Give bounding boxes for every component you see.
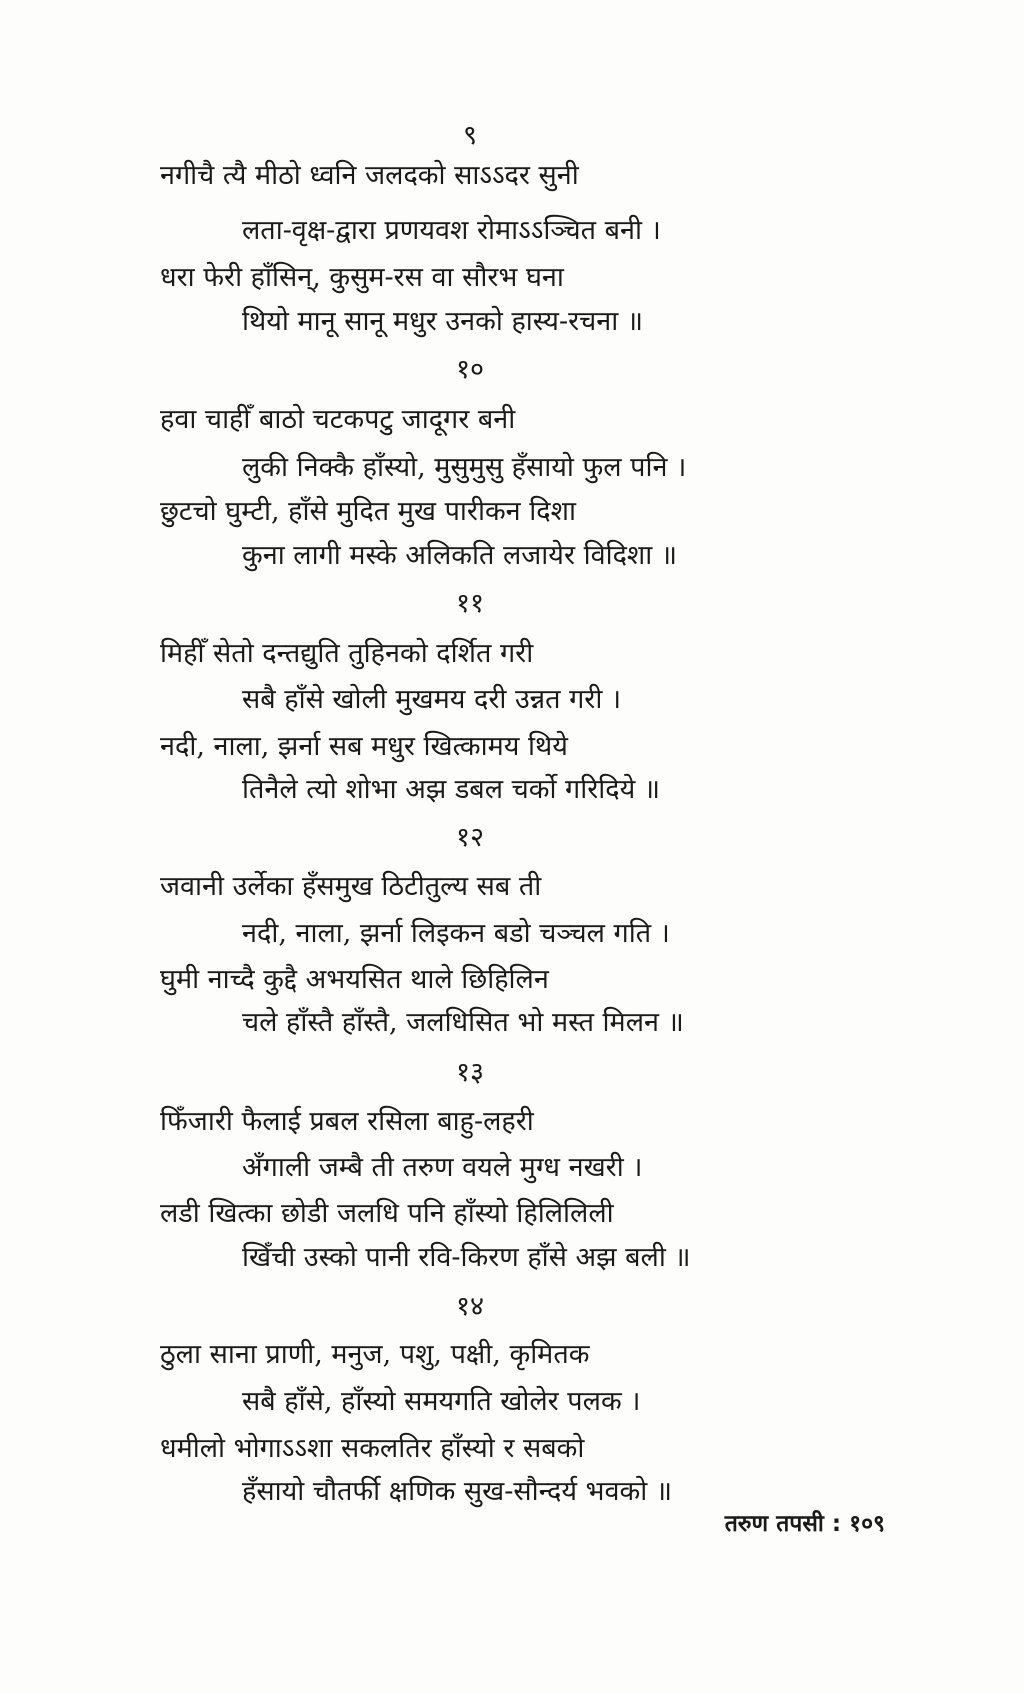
verse-line: धरा फेरी हाँसिन्, कुसुम-रस वा सौरभ घना [160, 262, 564, 293]
verse-line: लता-वृक्ष-द्वारा प्रणयवश रोमाऽऽञ्चित बनी । [242, 215, 661, 246]
verse-line: थियो मानू सानू मधुर उनको हास्य-रचना ॥ [242, 306, 644, 337]
verse-line: घुमी नाच्दै कुद्दै अभयसित थाले छिहिलिन [160, 964, 549, 995]
verse-line: नदी, नाला, झर्ना लिइकन बडो चञ्चल गति । [242, 918, 670, 949]
verse-line: फिँजारी फैलाई प्रबल रसिला बाहु-लहरी [160, 1106, 534, 1137]
stanza-number: १२ [455, 822, 485, 853]
stanza-number: ११ [455, 588, 485, 619]
verse-line: मिहीँ सेतो दन्तद्युति तुहिनको दर्शित गरी [160, 638, 534, 669]
stanza-number: १४ [455, 1291, 485, 1322]
verse-line: जवानी उर्लेका हँसमुख ठिटीतुल्य सब ती [160, 871, 542, 902]
verse-line: नगीचै त्यै मीठो ध्वनि जलदको साऽऽदर सुनी [160, 160, 579, 191]
verse-line: लुकी निक्कै हाँस्यो, मुसुमुसु हँसायो फुल पनि । [242, 452, 687, 483]
footer-separator: : [831, 1511, 842, 1537]
verse-line: हवा चाहीँ बाठो चटकपटु जादूगर बनी [160, 404, 516, 435]
verse-line: ठुला साना प्राणी, मनुज, पशु, पक्षी, कृमितक [160, 1339, 590, 1370]
verse-line: सबै हाँसे खोली मुखमय दरी उन्नत गरी । [242, 684, 622, 715]
verse-line: अँगाली जम्बै ती तरुण वयले मुग्ध नखरी । [242, 1152, 643, 1183]
stanza-number: ९ [462, 120, 478, 151]
page-footer [600, 1508, 885, 1540]
book-title: तरुण तपसी [724, 1511, 824, 1537]
verse-line: सबै हाँसे, हाँस्यो समयगति खोलेर पलक । [242, 1386, 641, 1417]
stanza-number: १३ [455, 1057, 485, 1088]
page-number: १०९ [849, 1511, 885, 1537]
verse-line: हँसायो चौतर्फी क्षणिक सुख-सौन्दर्य भवको ॥ [242, 1476, 673, 1507]
verse-line: कुना लागी मस्के अलिकति लजायेर विदिशा ॥ [242, 540, 678, 571]
verse-line: धमीलो भोगाऽऽशा सकलतिर हाँस्यो र सबको [160, 1433, 585, 1464]
verse-line: नदी, नाला, झर्ना सब मधुर खित्कामय थिये [160, 731, 568, 762]
verse-line: चले हाँस्तै हाँस्तै, जलधिसित भो मस्त मिलन ॥ [242, 1007, 684, 1038]
verse-line: लडी खित्का छोडी जलधि पनि हाँस्यो हिलिलिली [160, 1198, 614, 1229]
verse-line: तिनैले त्यो शोभा अझ डबल चर्को गरिदिये ॥ [242, 774, 661, 805]
stanza-number: १० [455, 354, 485, 385]
verse-line: छुटचो घुम्टी, हाँसे मुदित मुख पारीकन दिशा [160, 496, 576, 527]
verse-line: खिँची उस्को पानी रवि-किरण हाँसे अझ बली ॥ [242, 1242, 691, 1273]
